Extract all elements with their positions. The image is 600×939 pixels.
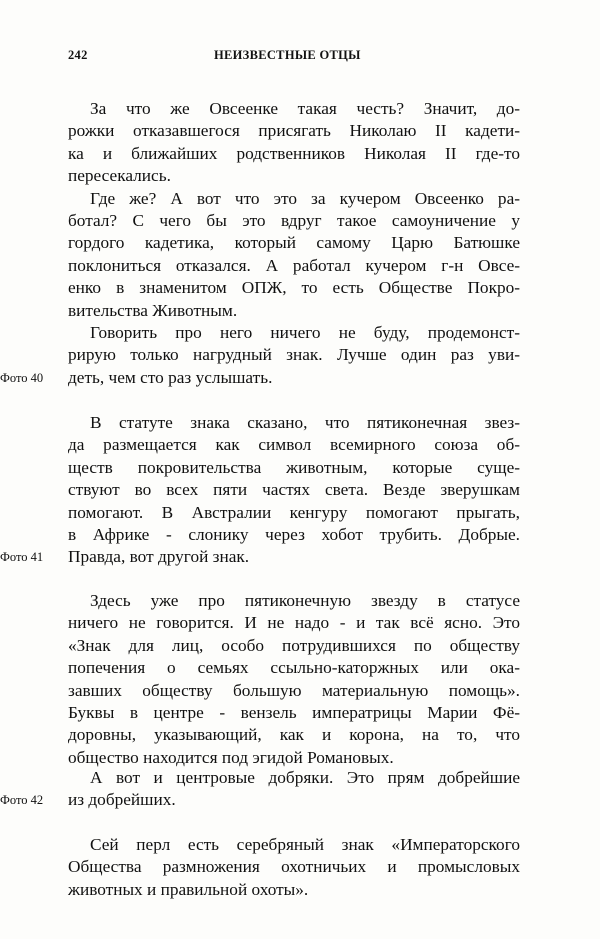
text-line: из добрейших.: [68, 790, 176, 810]
text-line: А вот и центровые добряки. Это прям добрейшие: [90, 768, 520, 787]
text-line: В статуте знака сказано, что пятиконечная звез-: [90, 413, 520, 432]
text-line: рожки отказавшегося присягать Николаю II кадети-: [68, 121, 520, 141]
text-line: поклониться отказался. А работал кучером г-н Овсе-: [68, 255, 520, 275]
text-line: деть, чем сто раз услышать.: [68, 367, 273, 387]
text-line: рирую только нагрудный знак. Лучше один раз уви-: [68, 345, 520, 365]
text-line: ботал? С чего бы это вдруг такое самоуничение у: [68, 210, 520, 230]
text-line: пересекались.: [68, 166, 171, 186]
text-line: Здесь уже про пятиконечную звезду в статусе: [90, 591, 520, 610]
paragraph-2: [68, 188, 520, 322]
text-line: доровны, указывающий, как и корона, на то, что: [68, 725, 520, 745]
page-header: [0, 48, 600, 68]
paragraph-4: [68, 412, 520, 569]
text-line: За что же Овсеенке такая честь? Значит, до-: [90, 99, 520, 118]
text-line: попечения о семьях ссыльно-каторжных или ока-: [68, 658, 520, 678]
text-line: «Знак для лиц, особо потрудившихся по обществу: [68, 635, 520, 655]
text-line: Общества размножения охотничьих и промысловых: [68, 857, 520, 877]
page-number: 242: [68, 48, 88, 62]
text-line: ничего не говорится. И не надо - и так всё ясно. Это: [68, 613, 520, 633]
margin-note-photo-41: Фото 41: [0, 550, 44, 565]
margin-note-photo-42: Фото 42: [0, 793, 44, 808]
text-line: Буквы в центре - вензель императрицы Марии Фё-: [68, 702, 520, 722]
text-line: ствуют во всех пяти частях света. Везде зверушкам: [68, 480, 520, 500]
text-line: Где же? А вот что это за кучером Овсеенко ра-: [90, 188, 520, 208]
paragraph-1: [68, 98, 520, 188]
running-title: НЕИЗВЕСТНЫЕ ОТЦЫ: [214, 48, 361, 62]
text-line: общество находится под эгидой Романовых.: [68, 747, 394, 767]
text-line: гордого кадетика, который самому Царю Батюшке: [68, 233, 520, 253]
margin-note-photo-40: Фото 40: [0, 370, 44, 385]
text-line: ка и ближайших родственников Николая II где-то: [68, 143, 520, 163]
text-line: ществ покровительства животным, которые суще-: [68, 457, 520, 477]
paragraph-7: [68, 834, 520, 901]
paragraph-5: [68, 590, 520, 769]
text-line: вительства Животным.: [68, 300, 238, 320]
text-line: да размещается как символ всемирного союза об-: [68, 435, 520, 455]
paragraph-3: [68, 322, 520, 389]
text-line: Правда, вот другой знак.: [68, 547, 250, 567]
text-line: енко в знаменитом ОПЖ, то есть Обществе Покро-: [68, 278, 520, 298]
text-line: животных и правильной охоты».: [68, 879, 309, 899]
text-line: в Африке - слонику через хобот трубить. Добрые.: [68, 524, 520, 544]
text-line: помогают. В Австралии кенгуру помогают прыгать,: [68, 502, 520, 522]
text-line: Говорить про него ничего не буду, продемонст-: [90, 323, 520, 342]
text-line: Сей перл есть серебряный знак «Императорского: [90, 835, 520, 854]
text-line: завших обществу большую материальную помощь».: [68, 680, 520, 700]
paragraph-6: [68, 767, 520, 812]
